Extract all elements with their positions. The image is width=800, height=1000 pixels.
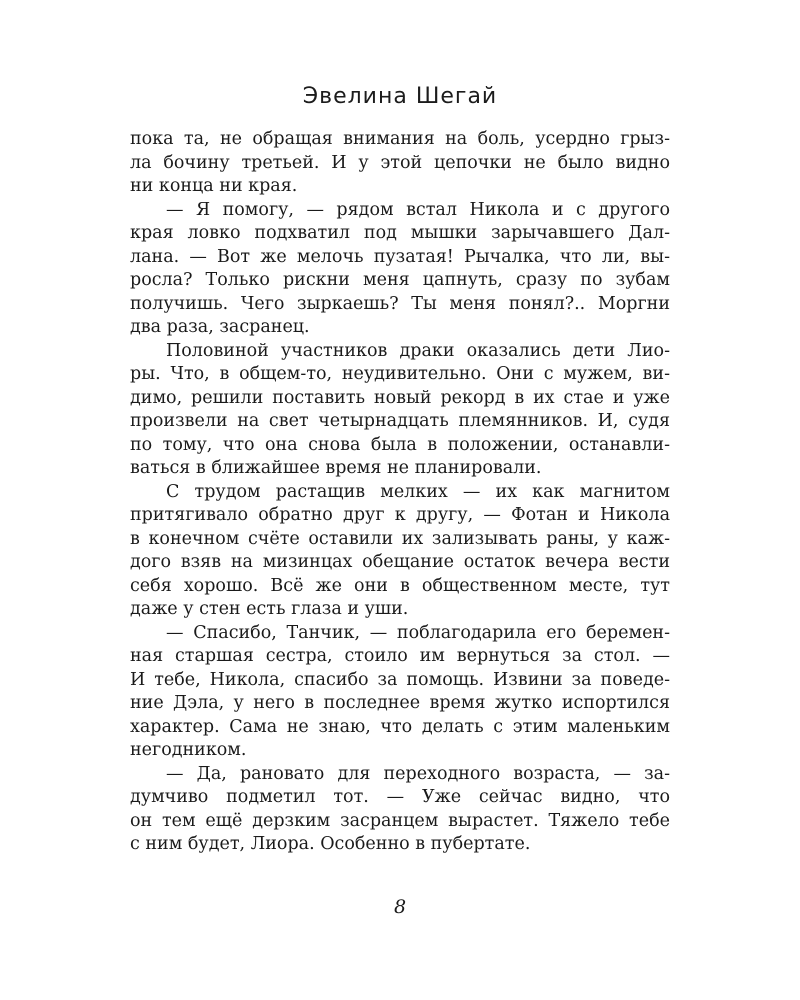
text-line: пока та, не обращая внимания на боль, усердно грыз- (130, 129, 670, 149)
text-line: дого взяв на мизинцах обещание остаток вечера вести (130, 552, 670, 572)
text-line: — Я помогу, — рядом встал Никола и с другого (166, 199, 670, 220)
text-line: с ним будет, Лиора. Особенно в пубертате. (130, 834, 531, 854)
text-line: — Спасибо, Танчик, — поблагодарила его беремен- (166, 622, 670, 643)
text-line: он тем ещё дерзким засранцем вырастет. Тяжело тебе (130, 810, 670, 831)
text-line: — Да, рановато для переходного возраста, — за- (166, 763, 670, 784)
text-line: края ловко подхватил под мышки зарычавшего Дал- (130, 223, 670, 243)
text-line: димо, решили поставить новый рекорд в их стае и уже (130, 387, 670, 408)
running-header-author: Эвелина Шегай (302, 84, 498, 109)
text-line: в конечном счёте оставили их зализывать раны, у каж- (130, 528, 670, 549)
text-line: ни конца ни края. (130, 176, 298, 196)
text-line: негодником. (130, 740, 247, 760)
text-line: ла бочину третьей. И у этой цепочки не было видно (130, 152, 670, 173)
text-line: ваться в ближайшее время не планировали. (130, 458, 542, 478)
text-line: себя хорошо. Всё же они в общественном месте, тут (130, 575, 670, 596)
text-line: получишь. Чего зыркаешь? Ты меня понял?.. Моргни (130, 293, 670, 314)
page-number: 8 (393, 896, 407, 918)
text-line: росла? Только рискни меня цапнуть, сразу по зубам (130, 270, 670, 290)
text-line: характер. Сама не знаю, что делать с этим маленьким (130, 716, 670, 737)
text-line: по тому, что она снова была в положении, останавли- (130, 434, 670, 455)
text-line: ры. Что, в общем-то, неудивительно. Они с мужем, ви- (130, 364, 670, 384)
text-line: ние Дэла, у него в последнее время жутко испортился (130, 693, 670, 713)
text-line: ная старшая сестра, стоило им вернуться за стол. — (130, 646, 670, 666)
text-line: С трудом растащив мелких — их как магнитом (166, 481, 670, 502)
text-line: И тебе, Никола, спасибо за помощь. Извини за поведе- (130, 669, 670, 690)
text-line: притягивало обратно друг к другу, — Фотан и Никола (130, 505, 670, 525)
text-line: Половиной участников драки оказались дети Лио- (166, 340, 670, 361)
text-line: думчиво подметил тот. — Уже сейчас видно, что (130, 787, 670, 807)
text-line: даже у стен есть глаза и уши. (130, 599, 409, 619)
body-text (130, 128, 670, 857)
text-line: произвели на свет четырнадцать племянников. И, судя (130, 411, 670, 431)
text-line: лана. — Вот же мелочь пузатая! Рычалка, что ли, вы- (130, 246, 670, 267)
text-line: два раза, засранец. (130, 317, 310, 337)
